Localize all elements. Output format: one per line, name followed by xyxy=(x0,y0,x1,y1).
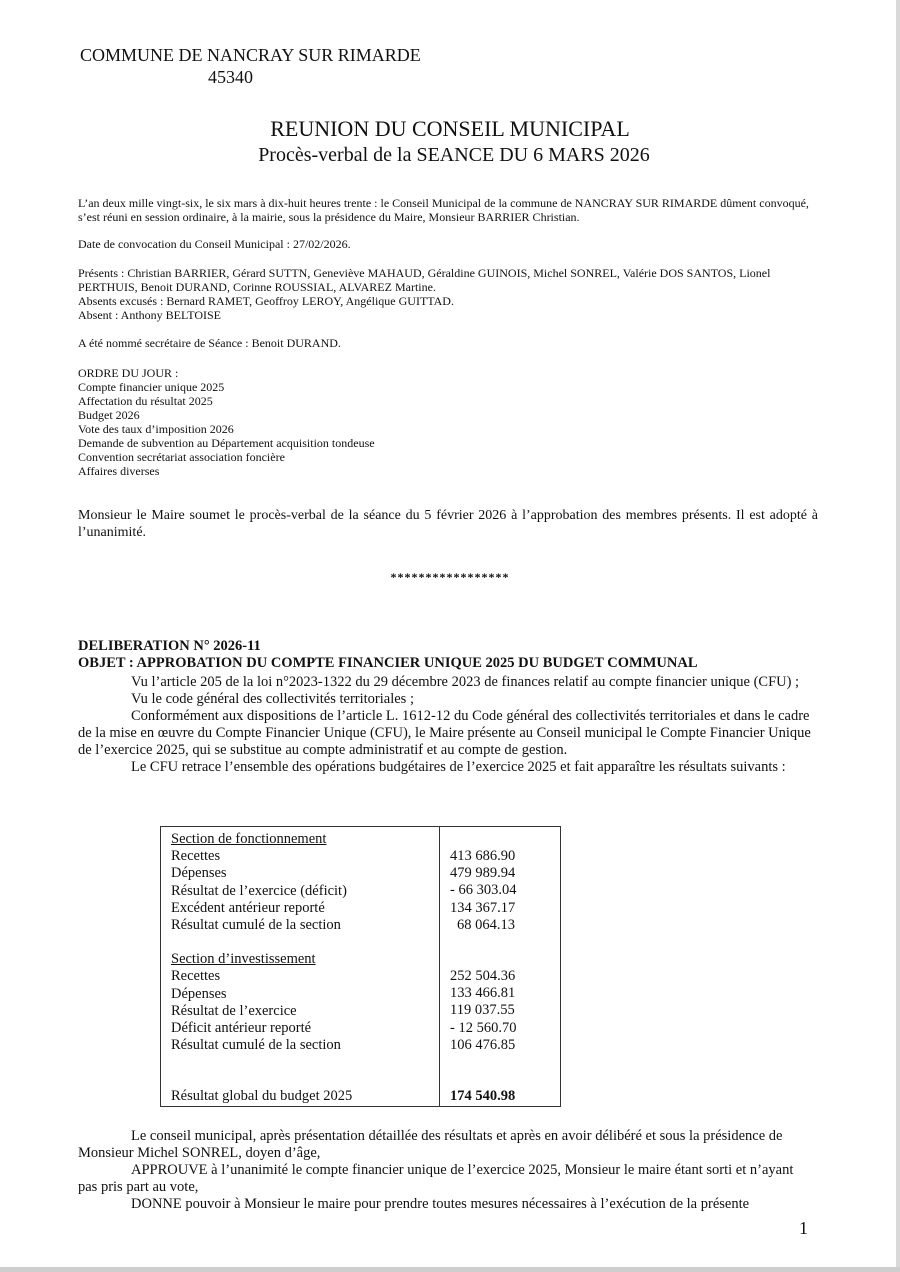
row-value: 134 367.17 xyxy=(450,899,516,916)
row-label: Résultat cumulé de la section xyxy=(171,917,341,934)
row-label: Dépenses xyxy=(171,865,227,882)
delib-paragraph: Vu l’article 205 de la loi n°2023-1322 du 29 décembre 2023 de finances relatif au compte financier unique (CFU) ; xyxy=(131,674,800,690)
row-value: 119 037.55 xyxy=(450,1002,515,1019)
ordre-item: Budget 2026 xyxy=(78,408,140,422)
row-value: 106 476.85 xyxy=(450,1036,516,1053)
section-heading-fonctionnement: Section de fonctionnement xyxy=(171,831,327,847)
title-sub: Procès-verbal de la SEANCE DU 6 MARS 2026 xyxy=(258,144,650,166)
row-label: Résultat cumulé de la section xyxy=(171,1037,341,1054)
absent-list: Absent : Anthony BELTOISE xyxy=(78,308,222,322)
row-value: 252 504.36 xyxy=(450,968,516,985)
page-number: 1 xyxy=(799,1218,808,1238)
postal-code: 45340 xyxy=(208,67,253,87)
ordre-item: Vote des taux d’imposition 2026 xyxy=(78,422,234,436)
delib-paragraph: Le CFU retrace l’ensemble des opérations budgétaires de l’exercice 2025 et fait apparaître les résultats suivants : xyxy=(131,759,786,775)
conclusion-paragraph: DONNE pouvoir à Monsieur le maire pour prendre toutes mesures nécessaires à l’exécution de la présente xyxy=(131,1196,750,1212)
secretaire: A été nommé secrétaire de Séance : Benoit DURAND. xyxy=(78,336,341,350)
table-value-cell xyxy=(440,827,561,1107)
row-label: Recettes xyxy=(171,848,221,865)
deliberation-body xyxy=(78,674,813,776)
row-label: Résultat de l’exercice xyxy=(171,1002,297,1019)
intro-paragraph: L’an deux mille vingt-six, le six mars à dix-huit heures trente : le Conseil Municipal de la commune de NANCRAY SUR RIMARDE dûment convoqué, s’est réuni en session ordinaire, à la mairie, sous la présidence du Maire, Monsieur BARRIER Christian. xyxy=(78,196,809,224)
delib-paragraph: Vu le code général des collectivités territoriales ; xyxy=(131,691,414,707)
global-result-value: 174 540.98 xyxy=(450,1088,516,1105)
row-value: - 12 560.70 xyxy=(450,1019,517,1036)
ordre-item: Compte financier unique 2025 xyxy=(78,380,225,394)
row-label: Dépenses xyxy=(171,985,227,1002)
ordre-item: Convention secrétariat association foncière xyxy=(78,450,285,464)
table-label-cell xyxy=(161,827,440,1107)
scan-right-edge xyxy=(896,0,900,1272)
deliberation-heading xyxy=(78,638,818,672)
row-label: Résultat de l’exercice (déficit) xyxy=(171,882,347,899)
delib-paragraph: Conformément aux dispositions de l’article L. 1612-12 du Code général des collectivités territoriales et dans le cadre de la mise en œuvre du Compte Financier Unique (CFU), le Maire présente au Conseil municipal le Compte Financier Unique de l’exercice 2025, qui se substitue au compte administratif et au compte de gestion. xyxy=(78,708,811,758)
approval-paragraph: Monsieur le Maire soumet le procès-verbal de la séance du 5 février 2026 à l’approbation des membres présents. Il est adopté à l’unanimité. xyxy=(78,508,818,540)
deliberation-number: DELIBERATION N° 2026-11 xyxy=(78,638,261,654)
row-value: 479 989.94 xyxy=(450,865,516,882)
ordre-heading: ORDRE DU JOUR : xyxy=(78,366,179,380)
deliberation-object: OBJET : APPROBATION DU COMPTE FINANCIER UNIQUE 2025 DU BUDGET COMMUNAL xyxy=(78,655,698,671)
title-main: REUNION DU CONSEIL MUNICIPAL xyxy=(270,116,630,141)
ordre-item: Demande de subvention au Département acquisition tondeuse xyxy=(78,436,375,450)
commune-name: COMMUNE DE NANCRAY SUR RIMARDE xyxy=(80,45,421,65)
excuses-list: Absents excusés : Bernard RAMET, Geoffroy LEROY, Angélique GUITTAD. xyxy=(78,294,454,308)
table-row xyxy=(161,827,561,1107)
ordre-du-jour xyxy=(78,366,818,478)
commune-header xyxy=(80,44,421,88)
ordre-item: Affaires diverses xyxy=(78,464,160,478)
row-value: 133 466.81 xyxy=(450,985,516,1002)
section-heading-investissement: Section d’investissement xyxy=(171,951,316,968)
presents-list: Présents : Christian BARRIER, Gérard SUTTN, Geneviève MAHAUD, Géraldine GUINOIS, Michel SONREL, Valérie DOS SANTOS, Lionel PERTHUIS, Benoit DURAND, Corinne ROUSSIAL, ALVAREZ Martine. xyxy=(78,266,771,294)
scan-bottom-edge xyxy=(0,1267,900,1272)
conclusion-paragraph: APPROUVE à l’unanimité le compte financier unique de l’exercice 2025, Monsieur le maire étant sorti et n’ayant pas pris part au vote, xyxy=(78,1162,794,1195)
global-result-label: Résultat global du budget 2025 xyxy=(171,1088,353,1105)
conclusion xyxy=(78,1128,813,1213)
row-value: 68 064.13 xyxy=(457,916,515,933)
row-label: Excédent antérieur reporté xyxy=(171,899,325,916)
row-label: Déficit antérieur reporté xyxy=(171,1020,312,1037)
separator-stars: ***************** xyxy=(390,570,510,584)
ordre-item: Affectation du résultat 2025 xyxy=(78,394,213,408)
document-title xyxy=(0,116,900,168)
row-value: 413 686.90 xyxy=(450,848,516,864)
conclusion-paragraph: Le conseil municipal, après présentation détaillée des résultats et après en avoir délibéré et sous la présidence de Monsieur Michel SONREL, doyen d’âge, xyxy=(78,1128,783,1161)
row-value: - 66 303.04 xyxy=(450,882,517,899)
row-label: Recettes xyxy=(171,968,221,985)
convocation-date: Date de convocation du Conseil Municipal : 27/02/2026. xyxy=(78,237,351,251)
cfu-results-table xyxy=(160,826,561,1107)
